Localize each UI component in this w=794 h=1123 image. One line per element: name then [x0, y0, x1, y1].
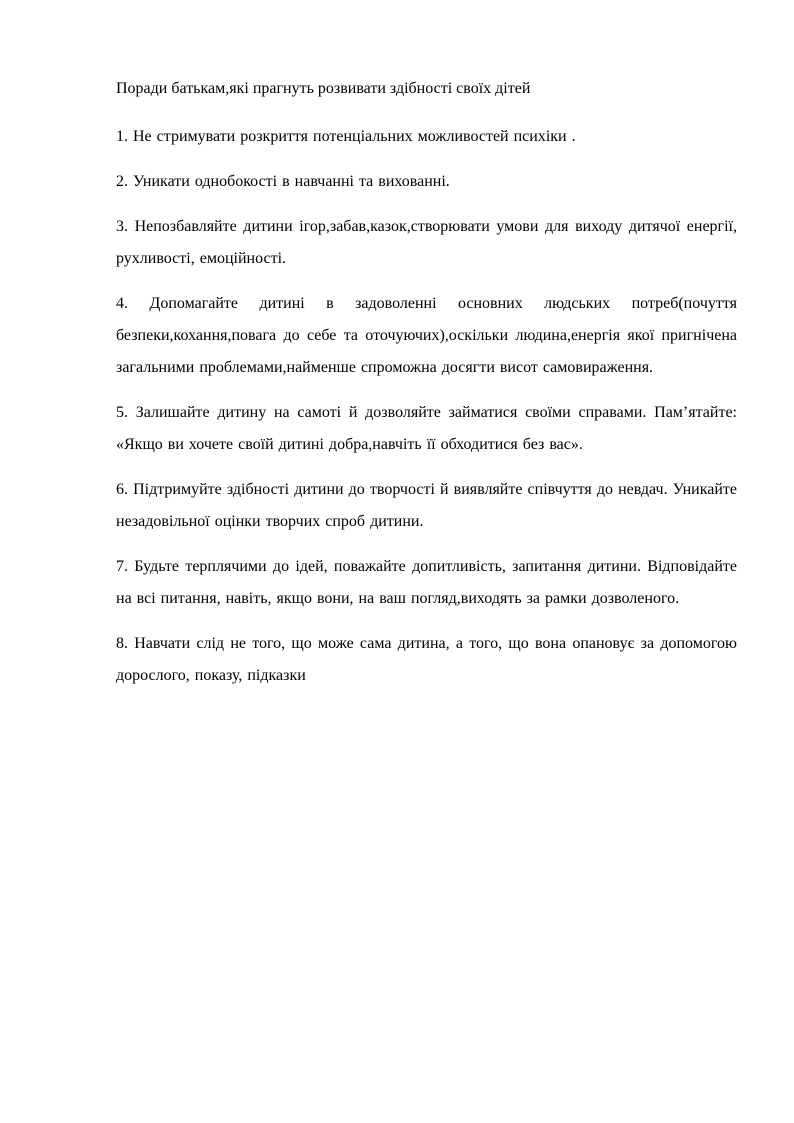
advice-item-8: 8. Навчати слід не того, що може сама дитина, а того, що вона опановує за допомогою дорослого, показу, підказки	[116, 635, 737, 684]
advice-item-6: 6. Підтримуйте здібності дитини до творчості й виявляйте співчуття до невдач. Уникайте незадовільної оцінки творчих спроб дитини.	[116, 481, 737, 530]
advice-list	[116, 121, 737, 692]
advice-item-2: 2. Уникати однобокості в навчанні та вихованні.	[116, 173, 450, 190]
advice-item-3: 3. Непозбавляйте дитини ігор,забав,казок,створювати умови для виходу дитячої енергії, рухливості, емоційності.	[116, 218, 737, 267]
advice-item-7: 7. Будьте терплячими до ідей, поважайте допитливість, запитання дитини. Відповідайте на всі питання, навіть, якщо вони, на ваш погляд,виходять за рамки дозволеного.	[116, 558, 737, 607]
advice-item-5: 5. Залишайте дитину на самоті й дозволяйте займатися своїми справами. Пам’ятайте: «Якщо ви хочете своїй дитині добра,навчіть її обходитися без вас».	[116, 404, 737, 453]
document-title: Поради батькам,які прагнуть розвивати здібності своїх дітей	[116, 80, 531, 97]
advice-item-1: 1. Не стримувати розкриття потенціальних можливостей психіки .	[116, 128, 576, 145]
advice-item-4: 4. Допомагайте дитині в задоволенні основних людських потреб(почуття безпеки,кохання,повага до себе та оточуючих),оскільки людина,енергія якої пригнічена загальними проблемами,найменше спроможна досягти висот самовираження.	[116, 295, 737, 376]
